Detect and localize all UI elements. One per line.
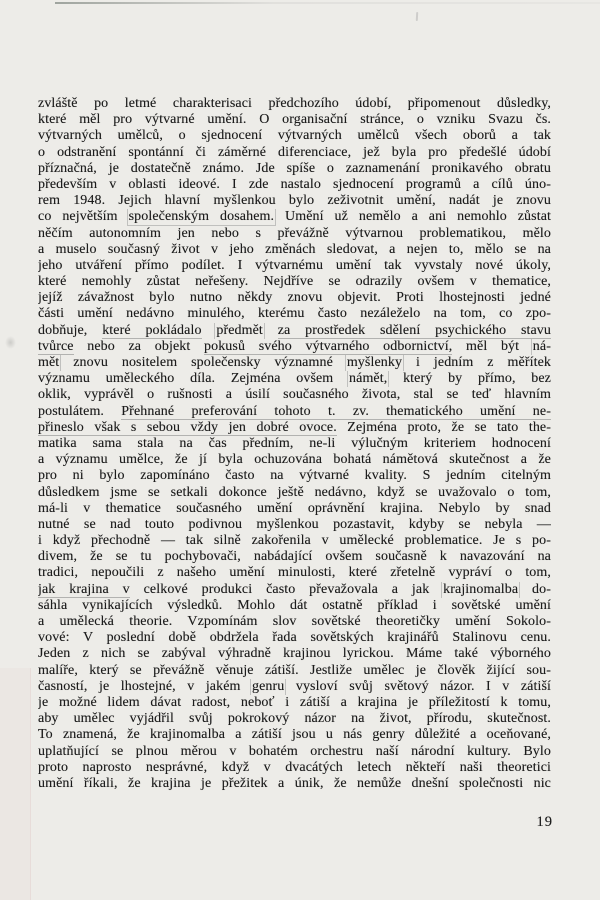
scan-hairline-artifact	[55, 2, 600, 4]
text-segment: především v oblasti ideové. I zde nastalo sjednocení programů a cílů úno-	[38, 176, 551, 192]
text-line	[38, 258, 551, 274]
text-line	[38, 145, 551, 161]
text-segment: znovu nositelem společensky významné	[59, 355, 347, 370]
text-segment: oklik, vyprávěl o rušnosti a úsilí současného života, stal se teď hlavním	[38, 387, 551, 403]
text-line	[38, 209, 551, 225]
text-segment: nutné se nad touto podivnou myšlenkou pozastavit, kdyby se nebyla —	[38, 516, 551, 532]
text-segment: důsledkem jsme se setkali dokonce ještě nedávno, když se uvažovalo o tom,	[38, 484, 551, 500]
text-segment: zvláště po letmé charakterisaci předchozího údobí, připomenout důsledky,	[38, 96, 551, 111]
text-segment: proto naprosto nesprávné, když v dvacátých letech někteří naši theoretici	[38, 759, 551, 775]
text-segment: a muselo současný život v jeho změnách sledovat, a nejen to, mělo se na	[38, 241, 551, 257]
pencil-box: předmět	[216, 322, 263, 338]
text-segment: i jedním z měřítek	[402, 355, 551, 370]
text-line	[38, 727, 551, 743]
text-segment: bylo zeživotnit umění, nadát je znovu	[275, 193, 551, 209]
text-line	[38, 582, 551, 598]
text-segment: V poslední době obdržela řada sovětských krajinářů Stalinovu cenu.	[69, 630, 551, 646]
text-line	[38, 128, 551, 144]
pencil-box: myšlenky	[346, 355, 403, 370]
text-line	[38, 371, 551, 387]
text-line	[38, 646, 551, 662]
text-segment: rem 1948. Jejich	[38, 193, 165, 209]
text-line	[38, 760, 551, 776]
text-segment: i když přechodně — tak silně zakořenila v umělecké problematice. Je s po-	[38, 533, 551, 549]
text-segment: do-	[518, 581, 551, 597]
text-segment: dobňuje,	[38, 322, 103, 338]
text-segment: co největším	[38, 209, 129, 225]
text-line	[38, 501, 551, 517]
text-line	[38, 112, 551, 128]
text-segment: Zejména proto, že se tato the-	[336, 419, 551, 435]
text-segment: časností, je lhostejné, v jakém	[38, 678, 252, 694]
text-segment: uplatňující se plnou měrou v bohatém orchestru naší národní kultury. Bylo	[38, 743, 551, 759]
text-line	[38, 744, 551, 760]
pencil-underline: pokusů svého výtvarného odbornictví,	[204, 338, 453, 354]
text-segment: části umění nedávno minulého, kterému často nezáleželo na tom, co zpo-	[38, 306, 551, 322]
pencil-box: krajinomalba	[443, 581, 519, 597]
text-line	[38, 306, 551, 322]
text-segment: a umělecká theorie. Vzpomínám slov sovětské theoretičky umění Sokolo-	[38, 614, 551, 629]
text-segment: Jeden z nich se zabýval výhradně krajinou lyrickou. Máme také výborného	[38, 646, 551, 662]
text-segment: malíře, který se převážně věnuje zátiší. Jestliže umělec je člověk žijící sou-	[38, 662, 551, 678]
text-line	[38, 290, 551, 306]
text-line	[38, 161, 551, 177]
text-line	[38, 776, 551, 792]
text-segment: divem, že se tu pochybovači, nabádající ovšem současně k navazování na	[38, 549, 551, 565]
text-line	[38, 614, 551, 630]
text-segment: o odstranění spontánní či záměrné diferenciace, jež byla pro předešlé údobí	[38, 144, 551, 160]
text-segment: má-li v thematice současného umění oprávnění krajina. Nebylo by snad	[38, 500, 551, 516]
pencil-underline: vové:	[38, 630, 70, 646]
text-segment: vysloví svůj světový názor. I v zátiší	[284, 678, 551, 694]
text-segment: sáhla vynikajících výsledků. Mohlo dát ostatně příklad i sovětské umění	[38, 597, 551, 613]
pencil-box: genru	[252, 678, 285, 694]
text-segment: výtvarných umělců, o sjednocení výtvarných umělců všech oborů a tak	[38, 128, 551, 144]
text-line	[38, 549, 551, 565]
page-edge-tint-artifact	[0, 668, 31, 900]
page-number: 19	[536, 814, 553, 830]
pencil-underline: hlavní myšlenkou	[164, 193, 276, 209]
text-line	[38, 598, 551, 614]
text-segment: měl být	[452, 338, 533, 354]
page-text	[38, 96, 551, 792]
scan-tick-artifact	[416, 12, 418, 21]
pencil-box: mět	[38, 355, 60, 370]
text-segment: jejíž závažnost bylo nutno někdy znovu objevit. Proti lhostejnosti jedné	[38, 290, 551, 306]
text-segment: významu uměleckého díla. Zejména ovšem	[38, 371, 350, 387]
pencil-underline: tvůrce	[38, 338, 74, 354]
text-line	[38, 96, 551, 112]
text-line	[38, 565, 551, 581]
text-segment: příznačná, je dostatečně známo. Jde spíše o zaznamenání pronikavého obratu	[38, 160, 551, 176]
text-segment: nebo za objekt	[73, 338, 204, 354]
text-line	[38, 339, 551, 355]
text-line	[38, 177, 551, 193]
text-segment: a významu umělce, že jí byla ochuzována bohatá námětová skutečnost a že	[38, 452, 551, 468]
text-line	[38, 404, 551, 420]
text-line	[38, 274, 551, 290]
pencil-underline: thematice,	[492, 274, 551, 290]
text-segment: pro ni bylo zapomínáno často na výtvarné kvality. S jedním citelným	[38, 468, 551, 484]
text-line	[38, 679, 551, 695]
text-line	[38, 387, 551, 403]
text-line	[38, 533, 551, 549]
text-segment: který by přímo, bez	[387, 371, 551, 387]
pencil-box: námět,	[349, 371, 388, 387]
text-segment: umění říkali, že krajina je přežitek a únik, že nemůže dnešní společnosti nic	[38, 775, 551, 791]
pencil-underline: které pokládalo	[102, 322, 202, 338]
text-line	[38, 242, 551, 258]
text-line	[38, 420, 551, 436]
margin-smudge-artifact	[5, 336, 16, 349]
text-segment	[202, 323, 217, 338]
text-segment: celkové produkci často převažovala a jak	[129, 581, 444, 597]
text-line	[38, 695, 551, 711]
pencil-underline: přineslo však s sebou vždy jen dobré ovoce.	[38, 419, 337, 435]
pencil-underline: za prostředek sdělení psychického stavu	[277, 322, 551, 338]
text-segment: postulátem.	[38, 403, 122, 419]
text-segment: je možné lidem dávat radost, neboť i zátiší a krajina je příležitostí k tomu,	[38, 694, 551, 710]
text-segment: jeho utváření přímo podílet. I výtvarnému umění tak vyvstaly nové úkoly,	[38, 257, 551, 273]
text-line	[38, 663, 551, 679]
text-segment	[263, 323, 278, 338]
text-segment: Umění už nemělo a ani nemohlo zůstat	[274, 209, 551, 225]
text-segment: které měl pro výtvarné umění. O organisační stránce, o vzniku Svazu čs.	[38, 112, 551, 128]
text-segment: které nemohly zůstat neřešeny. Nejdříve se odrazily ovšem v	[38, 274, 493, 290]
text-line	[38, 193, 551, 209]
text-line	[38, 485, 551, 501]
text-segment: matika sama stala na čas předním, ne-li výlučným kriteriem hodnocení	[38, 435, 551, 451]
text-line	[38, 355, 551, 371]
text-line	[38, 323, 551, 339]
pencil-box: společenským dosahem.	[128, 209, 275, 225]
text-line	[38, 452, 551, 468]
pencil-box: ná-	[532, 338, 551, 354]
text-line	[38, 711, 551, 727]
text-line	[38, 630, 551, 646]
text-segment: tradici, nepoučili z našeho umění minulosti, které zřetelně vypráví o tom,	[38, 565, 551, 581]
text-line	[38, 436, 551, 452]
pencil-underline: Přehnané preferování tohoto t. zv. thematického umění ne-	[121, 403, 551, 419]
text-line	[38, 226, 551, 242]
text-line	[38, 468, 551, 484]
text-line	[38, 517, 551, 533]
text-segment: aby umělec vyjádřil svůj pokrokový názor na život, přírodu, skutečnost.	[38, 711, 551, 727]
text-segment: To znamená, že krajinomalba a zátiší jsou u nás genry důležité a oceňované,	[38, 727, 551, 743]
pencil-underline: jak krajina v	[38, 581, 130, 597]
text-segment: něčím autonomním jen nebo s převážně výtvarnou problematikou, mělo	[38, 225, 551, 241]
